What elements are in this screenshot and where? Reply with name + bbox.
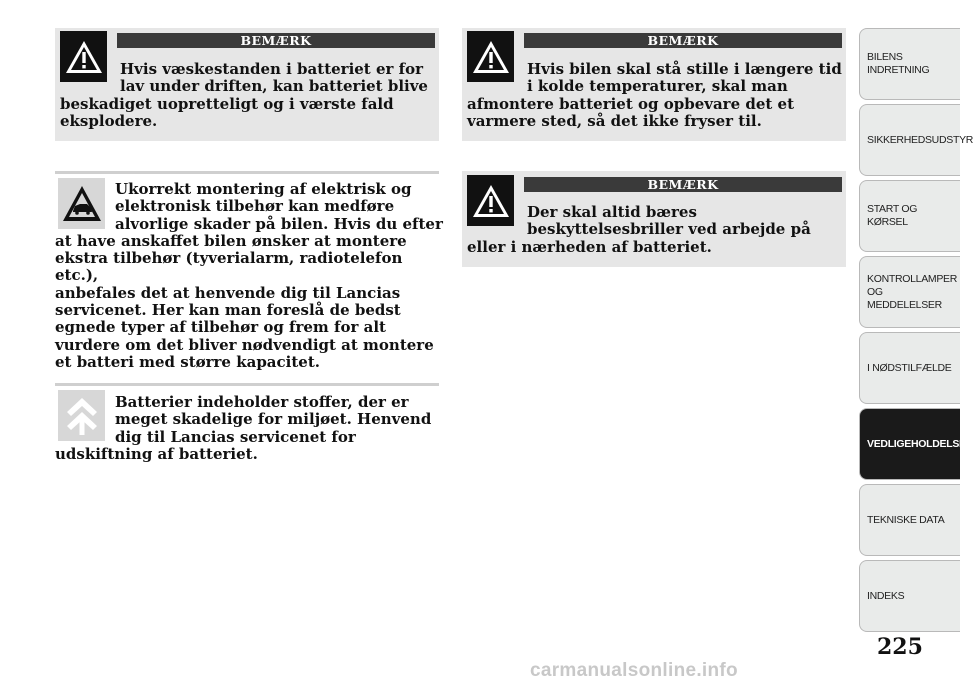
car-warning-text: Ukorrekt montering af elektrisk og elektronisk tilbehør kan medføre alvorlige skader på bilen. Hvis du efter at have anskaffet bilen ønsker at montere ekstra tilbehør (tyverialarm, radiotelefon etc.), anbefales det at henvende dig til Lancias servicenet. Her kan man foreslå de bedst egnede typer af tilbehør og frem for alt vurdere om det bliver nødvendigt at montere et batteri med større kapacitet. (55, 180, 443, 371)
tab-kontrollamper[interactable]: KONTROLLAMPER OG MEDDELELSER (859, 256, 960, 328)
tab-vedligeholdelse[interactable]: VEDLIGEHOLDELSE (859, 408, 960, 480)
tab-tekniske-data[interactable]: TEKNISKE DATA (859, 484, 960, 556)
note-heading: BEMÆRK (117, 33, 435, 48)
section-divider (55, 171, 439, 174)
tab-indeks[interactable]: INDEKS (859, 560, 960, 632)
section-divider (55, 383, 439, 386)
note-heading: BEMÆRK (524, 177, 842, 192)
note-heading: BEMÆRK (524, 33, 842, 48)
tab-bilens-indretning[interactable]: BILENS INDRETNING (859, 28, 960, 100)
environment-note-text: Batterier indeholder stoffer, der er meget skadelige for miljøet. Henvend dig til Lancias servicenet for udskiftning af batteriet. (55, 393, 432, 463)
note-text: Hvis bilen skal stå stille i længere tid i kolde temperaturer, skal man afmontere batteriet og opbevare det et varmere sted, så det ikke fryser til. (467, 60, 842, 130)
tab-start-og-korsel[interactable]: START OG KØRSEL (859, 180, 960, 252)
warning-note-1 (55, 28, 439, 141)
tab-i-nodstilfaelde[interactable]: I NØDSTILFÆLDE (859, 332, 960, 404)
note-text: Hvis væskestanden i batteriet er for lav under driften, kan batteriet blive beskadiget uopretteligt og i værste fald eksplodere. (60, 60, 428, 130)
tab-sikkerhedsudstyr[interactable]: SIKKERHEDSUDSTYR (859, 104, 960, 176)
warning-note-2 (462, 28, 846, 141)
warning-note-3 (462, 171, 846, 267)
page-number: 225 (877, 634, 923, 660)
note-text: Der skal altid bæres beskyttelsesbriller ved arbejde på eller i nærheden af batteriet. (467, 203, 811, 256)
watermark: carmanualsonline.info (530, 660, 738, 681)
